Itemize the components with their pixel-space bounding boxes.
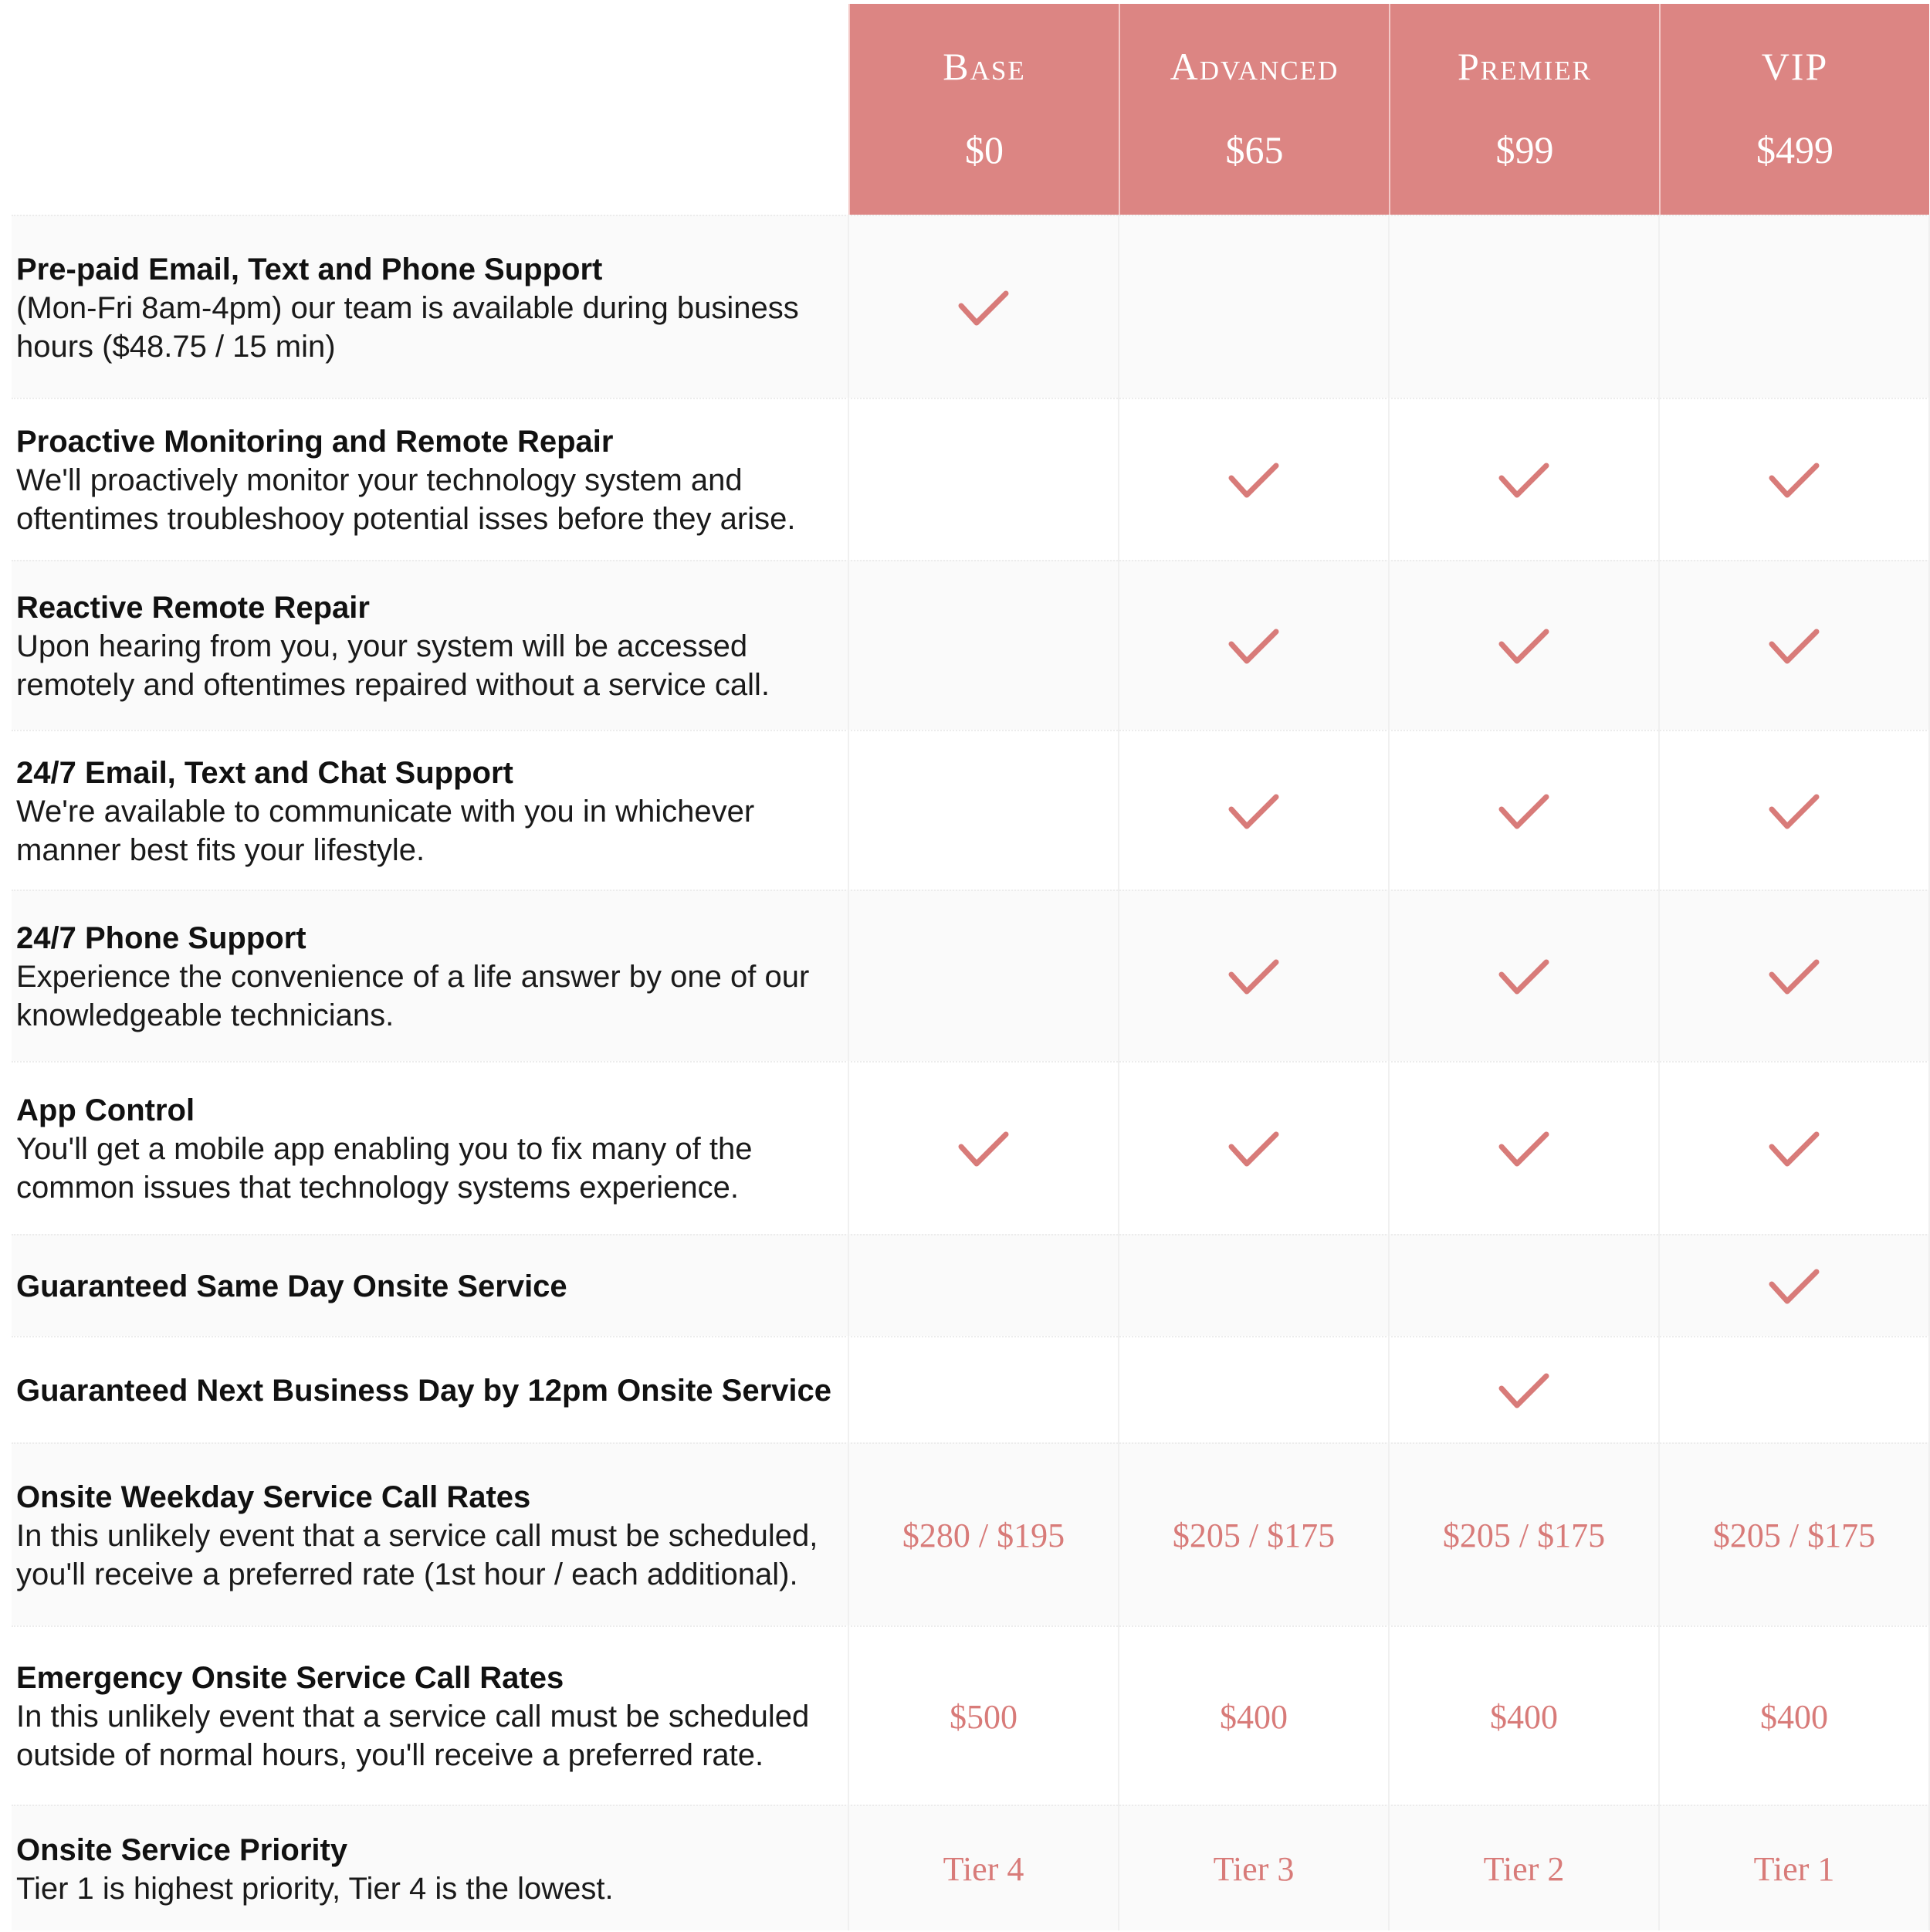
plan-cell-base — [848, 1806, 1119, 1932]
feature-description-block — [16, 1627, 835, 1806]
plan-cell-premier — [1389, 891, 1659, 1063]
plan-cell-base — [848, 1627, 1119, 1806]
plan-price: $0 — [965, 128, 1004, 171]
plan-cell-advanced — [1119, 1063, 1389, 1235]
plan-cell-vip — [1659, 891, 1929, 1063]
column-divider — [1118, 215, 1119, 1930]
checkmark-icon — [1497, 1370, 1551, 1412]
feature-description-block — [16, 891, 835, 1063]
checkmark-icon — [957, 287, 1011, 329]
plan-header-premier — [1389, 4, 1659, 215]
plan-price: $65 — [1225, 128, 1284, 171]
rate-value: Tier 4 — [943, 1850, 1024, 1888]
plan-cell-vip — [1659, 1627, 1929, 1806]
plan-cell-vip — [1659, 1063, 1929, 1235]
plan-name: Advanced — [1170, 45, 1339, 88]
rate-value: $400 — [1490, 1697, 1558, 1736]
plan-cell-advanced — [1119, 561, 1389, 731]
checkmark-icon — [1227, 625, 1281, 667]
feature-row — [12, 730, 1930, 890]
plan-price: $499 — [1756, 128, 1834, 171]
plan-cell-base — [848, 561, 1119, 731]
plan-cell-vip — [1659, 1444, 1929, 1627]
feature-title: Proactive Monitoring and Remote Repair — [16, 425, 614, 459]
feature-title: 24/7 Phone Support — [16, 921, 306, 955]
plan-cell-advanced — [1119, 1444, 1389, 1627]
feature-detail: Upon hearing from you, your system will be accessed remotely and oftentimes repaired without a service call. — [16, 629, 770, 702]
plan-cell-advanced — [1119, 399, 1389, 561]
plan-cell-base — [848, 399, 1119, 561]
feature-row — [12, 1805, 1930, 1930]
plan-header-advanced — [1119, 4, 1389, 215]
plan-cell-premier — [1389, 1063, 1659, 1235]
plan-header-base — [848, 4, 1119, 215]
checkmark-icon — [1767, 459, 1821, 501]
plan-cell-vip — [1659, 1806, 1929, 1932]
rate-value: Tier 2 — [1483, 1850, 1565, 1888]
plan-cell-premier — [1389, 1806, 1659, 1932]
feature-row — [12, 1625, 1930, 1805]
checkmark-icon — [1227, 1128, 1281, 1170]
plan-cell-vip — [1659, 399, 1929, 561]
rate-value: Tier 3 — [1213, 1850, 1295, 1888]
column-divider — [848, 215, 849, 1930]
plan-cell-premier — [1389, 399, 1659, 561]
plan-cell-vip — [1659, 216, 1929, 399]
plan-cell-premier — [1389, 731, 1659, 891]
plan-cell-vip — [1659, 731, 1929, 891]
checkmark-icon — [957, 1128, 1011, 1170]
feature-detail: In this unlikely event that a service call must be scheduled, you'll receive a preferred rate (1st hour / each additional). — [16, 1518, 818, 1591]
plan-cell-advanced — [1119, 216, 1389, 399]
checkmark-icon — [1497, 625, 1551, 667]
checkmark-icon — [1227, 459, 1281, 501]
plan-cell-vip — [1659, 1337, 1929, 1444]
plan-cell-base — [848, 1235, 1119, 1337]
feature-title: Reactive Remote Repair — [16, 591, 370, 625]
feature-row — [12, 1442, 1930, 1625]
checkmark-icon — [1227, 791, 1281, 832]
feature-title: App Control — [16, 1093, 195, 1127]
checkmark-icon — [1767, 956, 1821, 998]
column-divider — [1388, 215, 1390, 1930]
plan-cell-vip — [1659, 1235, 1929, 1337]
feature-detail: Tier 1 is highest priority, Tier 4 is the lowest. — [16, 1871, 614, 1906]
feature-detail: You'll get a mobile app enabling you to fix many of the common issues that technology systems experience. — [16, 1132, 753, 1205]
feature-description-block — [16, 1235, 835, 1337]
plan-name: Premier — [1457, 45, 1593, 88]
feature-description-block — [16, 216, 835, 399]
feature-title: 24/7 Email, Text and Chat Support — [16, 755, 513, 790]
plan-cell-premier — [1389, 561, 1659, 731]
plan-cell-base — [848, 1337, 1119, 1444]
feature-row — [12, 215, 1930, 398]
plan-name: VIP — [1761, 45, 1829, 88]
feature-detail: We'll proactively monitor your technology system and oftentimes troubleshooy potential isses before they arise. — [16, 463, 796, 536]
checkmark-icon — [1767, 1128, 1821, 1170]
plan-cell-advanced — [1119, 1235, 1389, 1337]
plan-cell-premier — [1389, 1337, 1659, 1444]
plan-cell-base — [848, 1063, 1119, 1235]
feature-description-block — [16, 731, 835, 891]
feature-row — [12, 398, 1930, 560]
feature-row — [12, 890, 1930, 1061]
column-divider — [1658, 215, 1660, 1930]
checkmark-icon — [1767, 791, 1821, 832]
rate-value: $205 / $175 — [1172, 1517, 1336, 1554]
feature-row — [12, 1234, 1930, 1336]
plan-cell-premier — [1389, 1235, 1659, 1337]
rate-value: $205 / $175 — [1442, 1517, 1606, 1554]
plan-cell-premier — [1389, 216, 1659, 399]
feature-description-block — [16, 399, 835, 561]
plan-cell-premier — [1389, 1627, 1659, 1806]
rate-value: $400 — [1220, 1697, 1288, 1736]
feature-description-block — [16, 1063, 835, 1235]
feature-title: Guaranteed Next Business Day by 12pm Onsite Service — [16, 1374, 831, 1408]
feature-row — [12, 1061, 1930, 1234]
rate-value: $400 — [1760, 1697, 1828, 1736]
feature-row — [12, 1336, 1930, 1442]
plan-cell-advanced — [1119, 1337, 1389, 1444]
plan-cell-base — [848, 1444, 1119, 1627]
checkmark-icon — [1497, 791, 1551, 832]
feature-detail: Experience the convenience of a life answer by one of our knowledgeable technicians. — [16, 960, 810, 1032]
plan-cell-base — [848, 731, 1119, 891]
rate-value: $205 / $175 — [1712, 1517, 1876, 1554]
header-blank-corner — [0, 0, 848, 215]
feature-detail: In this unlikely event that a service call must be scheduled outside of normal hours, you'll receive a preferred rate. — [16, 1700, 810, 1772]
feature-description-block — [16, 1806, 835, 1932]
plan-name: Base — [943, 45, 1026, 88]
checkmark-icon — [1497, 1128, 1551, 1170]
rate-value: Tier 1 — [1753, 1850, 1835, 1888]
plan-price: $99 — [1495, 128, 1554, 171]
plan-cell-vip — [1659, 561, 1929, 731]
plan-cell-advanced — [1119, 1806, 1389, 1932]
feature-title: Pre-paid Email, Text and Phone Support — [16, 252, 603, 286]
checkmark-icon — [1767, 625, 1821, 667]
feature-detail: (Mon-Fri 8am-4pm) our team is available during business hours ($48.75 / 15 min) — [16, 290, 799, 364]
feature-title: Guaranteed Same Day Onsite Service — [16, 1269, 567, 1303]
plan-cell-premier — [1389, 1444, 1659, 1627]
plan-header-vip — [1659, 4, 1929, 215]
feature-title: Onsite Weekday Service Call Rates — [16, 1480, 531, 1514]
feature-row — [12, 560, 1930, 730]
feature-title: Emergency Onsite Service Call Rates — [16, 1661, 564, 1695]
checkmark-icon — [1227, 956, 1281, 998]
checkmark-icon — [1767, 1266, 1821, 1307]
feature-description-block — [16, 561, 835, 731]
checkmark-icon — [1497, 956, 1551, 998]
plan-cell-advanced — [1119, 891, 1389, 1063]
plan-cell-base — [848, 891, 1119, 1063]
rate-value: $500 — [950, 1697, 1017, 1736]
feature-detail: We're available to communicate with you in whichever manner best fits your lifestyle. — [16, 794, 755, 867]
rate-value: $280 / $195 — [902, 1517, 1065, 1554]
plan-cell-advanced — [1119, 1627, 1389, 1806]
feature-title: Onsite Service Priority — [16, 1832, 348, 1867]
plan-cell-base — [848, 216, 1119, 399]
feature-description-block — [16, 1337, 835, 1444]
feature-description-block — [16, 1444, 835, 1627]
checkmark-icon — [1497, 459, 1551, 501]
plan-cell-advanced — [1119, 731, 1389, 891]
